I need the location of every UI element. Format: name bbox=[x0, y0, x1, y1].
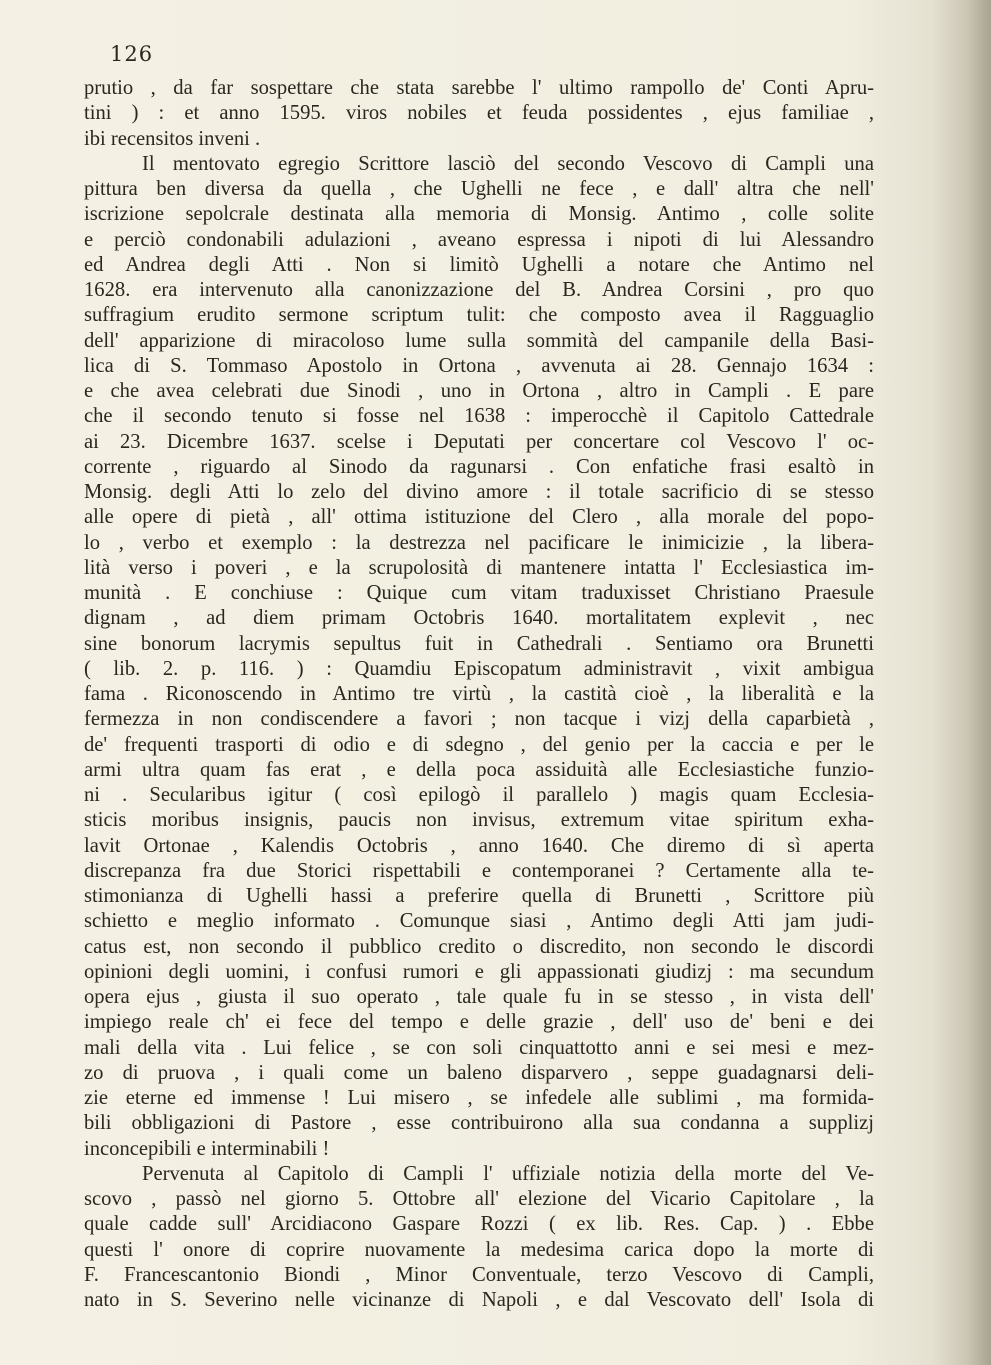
text-line: tini ) : et anno 1595. viros nobiles et feuda possidentes , ejus familiae , bbox=[84, 102, 874, 125]
text-line: sticis moribus insignis, paucis non invisus, extremum vitae spiritum exha- bbox=[84, 809, 874, 832]
text-line: catus est, non secondo il pubblico credito o discredito, non secondo le discordi bbox=[84, 935, 874, 958]
text-line: sine bonorum lacrymis sepultus fuit in Cathedrali . Sentiamo ora Brunetti bbox=[84, 632, 874, 655]
text-line: F. Francescantonio Biondi , Minor Conventuale, terzo Vescovo di Campli, bbox=[84, 1263, 874, 1286]
text-line: schietto e meglio informato . Comunque siasi , Antimo degli Atti jam judi- bbox=[84, 910, 874, 933]
text-line: fermezza in non condiscendere a favori ; non tacque i vizj della caparbietà , bbox=[84, 708, 874, 731]
text-line: prutio , da far sospettare che stata sarebbe l' ultimo rampollo de' Conti Apru- bbox=[84, 77, 874, 99]
text-line: ni . Secularibus igitur ( così epilogò il parallelo ) magis quam Ecclesia- bbox=[84, 784, 874, 806]
text-line: 1628. era intervenuto alla canonizzazione del B. Andrea Corsini , pro quo bbox=[84, 279, 874, 301]
text-line: quale cadde sull' Arcidiacono Gaspare Rozzi ( ex lib. Res. Cap. ) . Ebbe bbox=[84, 1213, 874, 1236]
text-line: lo , verbo et exemplo : la destrezza nel pacificare le inimicizie , la libera- bbox=[84, 531, 874, 554]
text-line: zo di pruova , i quali come un baleno disparvero , seppe guadagnarsi deli- bbox=[84, 1061, 874, 1084]
text-line: de' frequenti trasporti di odio e di sdegno , del genio per la caccia e per le bbox=[84, 733, 874, 756]
text-line: opinioni degli uomini, i confusi rumori e gli appassionati giudizj : ma secundum bbox=[84, 960, 874, 983]
body-text bbox=[84, 76, 874, 1313]
text-line: suffragium erudito sermone scriptum tulit: che composto avea il Ragguaglio bbox=[84, 304, 874, 327]
text-line: ibi recensitos inveni . bbox=[84, 127, 261, 150]
text-line: ( lib. 2. p. 116. ) : Quamdiu Episcopatum administravit , vixit ambigua bbox=[84, 657, 874, 680]
text-line: mali della vita . Lui felice , se con soli cinquattotto anni e sei mesi e mez- bbox=[84, 1036, 874, 1059]
text-line: lità verso i poveri , e la scrupolosità di mantenere intatta l' Ecclesiastica im- bbox=[84, 556, 874, 579]
text-line: Monsig. degli Atti lo zelo del divino amore : il totale sacrificio di se stesso bbox=[84, 481, 874, 503]
text-line: lica di S. Tommaso Apostolo in Ortona , avvenuta ai 28. Gennajo 1634 : bbox=[84, 354, 874, 377]
text-line: iscrizione sepolcrale destinata alla memoria di Monsig. Antimo , colle solite bbox=[84, 203, 874, 226]
text-line: discrepanza fra due Storici rispettabili e contemporanei ? Certamente alla te- bbox=[84, 859, 874, 882]
text-line: Il mentovato egregio Scrittore lasciò del secondo Vescovo di Campli una bbox=[142, 152, 874, 175]
text-line: e perciò condonabili adulazioni , aveano espressa i nipoti di lui Alessandro bbox=[84, 228, 874, 251]
text-line: questi l' onore di coprire nuovamente la medesima carica dopo la morte di bbox=[84, 1238, 874, 1261]
text-line: inconcepibili e interminabili ! bbox=[84, 1137, 330, 1160]
text-line: scovo , passò nel giorno 5. Ottobre all' elezione del Vicario Capitolare , la bbox=[84, 1188, 874, 1210]
page-edge-shadow bbox=[931, 0, 991, 1365]
text-line: impiego reale ch' ei fece del tempo e delle grazie , dell' uso de' beni e dei bbox=[84, 1011, 874, 1034]
text-line: opera ejus , giusta il suo operato , tale quale fu in se stesso , in vista dell' bbox=[84, 986, 874, 1008]
page-number: 126 bbox=[110, 42, 154, 66]
text-line: munità . E conchiuse : Quique cum vitam traduxisset Christiano Praesule bbox=[84, 582, 874, 604]
text-line: fama . Riconoscendo in Antimo tre virtù , la castità cioè , la liberalità e la bbox=[84, 683, 874, 705]
text-line: dignam , ad diem primam Octobris 1640. mortalitatem explevit , nec bbox=[84, 607, 874, 630]
text-line: Pervenuta al Capitolo di Campli l' uffiziale notizia della morte del Ve- bbox=[142, 1162, 874, 1185]
text-line: zie eterne ed immense ! Lui misero , se infedele alle sublimi , ma formida- bbox=[84, 1087, 874, 1109]
text-line: e che avea celebrati due Sinodi , uno in Ortona , altro in Campli . E pare bbox=[84, 380, 874, 402]
text-line: ed Andrea degli Atti . Non si limitò Ughelli a notare che Antimo nel bbox=[84, 253, 874, 276]
text-line: alle opere di pietà , all' ottima istituzione del Clero , alla morale del popo- bbox=[84, 506, 874, 529]
text-line: dell' apparizione di miracoloso lume sulla sommità del campanile della Basi- bbox=[84, 329, 874, 352]
text-line: che il secondo tenuto si fosse nel 1638 : imperocchè il Capitolo Cattedrale bbox=[84, 405, 874, 428]
text-line: ai 23. Dicembre 1637. scelse i Deputati per concertare col Vescovo l' oc- bbox=[84, 430, 874, 453]
text-line: stimonianza di Ughelli hassi a preferire quella di Brunetti , Scrittore più bbox=[84, 885, 874, 907]
text-line: pittura ben diversa da quella , che Ughelli ne fece , e dall' altra che nell' bbox=[84, 178, 874, 200]
text-line: nato in S. Severino nelle vicinanze di Napoli , e dal Vescovato dell' Isola di bbox=[84, 1289, 874, 1311]
text-line: bili obbligazioni di Pastore , esse contribuirono alla sua condanna a supplizj bbox=[84, 1112, 874, 1135]
text-line: armi ultra quam fas erat , e della poca assiduità alle Ecclesiastiche funzio- bbox=[84, 758, 874, 781]
text-line: lavit Ortonae , Kalendis Octobris , anno 1640. Che diremo di sì aperta bbox=[84, 834, 874, 857]
text-line: corrente , riguardo al Sinodo da ragunarsi . Con enfatiche frasi esaltò in bbox=[84, 455, 874, 478]
